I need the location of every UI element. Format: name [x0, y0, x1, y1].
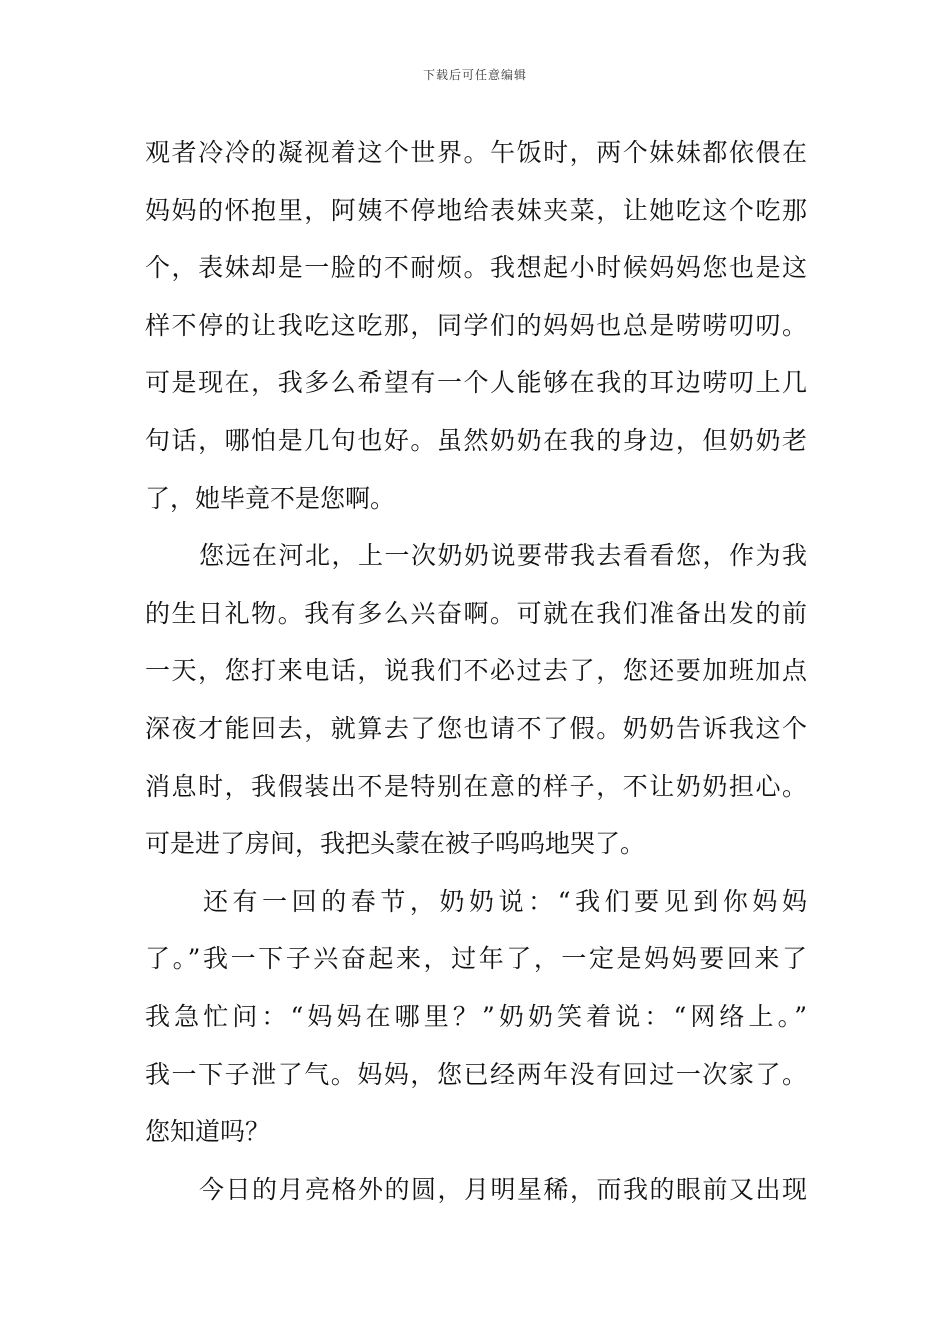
text-line: 句话，哪怕是几句也好。虽然奶奶在我的身边，但奶奶老 [145, 425, 807, 455]
text-line: 可是进了房间，我把头蒙在被子呜呜地哭了。 [145, 829, 646, 859]
text-line: 了。”我一下子兴奋起来，过年了，一定是妈妈要回来了 [145, 944, 807, 974]
document-body [145, 124, 807, 1218]
page-header: 下载后可任意编辑 [422, 68, 527, 82]
text-line: 了，她毕竟不是您啊。 [145, 483, 396, 513]
text-line: 今日的月亮格外的圆，月明星稀，而我的眼前又出现 [199, 1174, 807, 1204]
text-line: 可是现在，我多么希望有一个人能够在我的耳边唠叨上几 [145, 368, 807, 398]
text-line: 妈妈的怀抱里，阿姨不停地给表妹夹菜，让她吃这个吃那 [145, 195, 807, 225]
text-line: 深夜才能回去，就算去了您也请不了假。奶奶告诉我这个 [145, 713, 807, 743]
text-line: 您远在河北，上一次奶奶说要带我去看看您，作为我 [199, 541, 807, 571]
text-line: 一天，您打来电话，说我们不必过去了，您还要加班加点 [145, 656, 807, 686]
text-line: 我急忙问：“妈妈在哪里？”奶奶笑着说：“网络上。” [145, 1001, 807, 1031]
text-line: 您知道吗？ [145, 1117, 271, 1147]
text-line: 的生日礼物。我有多么兴奋啊。可就在我们准备出发的前 [145, 598, 807, 628]
text-line: 还有一回的春节，奶奶说：“我们要见到你妈妈 [203, 886, 807, 916]
text-line: 样不停的让我吃这吃那，同学们的妈妈也总是唠唠叨叨。 [145, 310, 807, 340]
text-line: 消息时，我假装出不是特别在意的样子，不让奶奶担心。 [145, 771, 807, 801]
text-line: 观者冷冷的凝视着这个世界。午饭时，两个妹妹都依偎在 [145, 138, 807, 167]
text-line: 个，表妹却是一脸的不耐烦。我想起小时候妈妈您也是这 [145, 253, 807, 283]
text-line: 我一下子泄了气。妈妈，您已经两年没有回过一次家了。 [145, 1059, 807, 1089]
